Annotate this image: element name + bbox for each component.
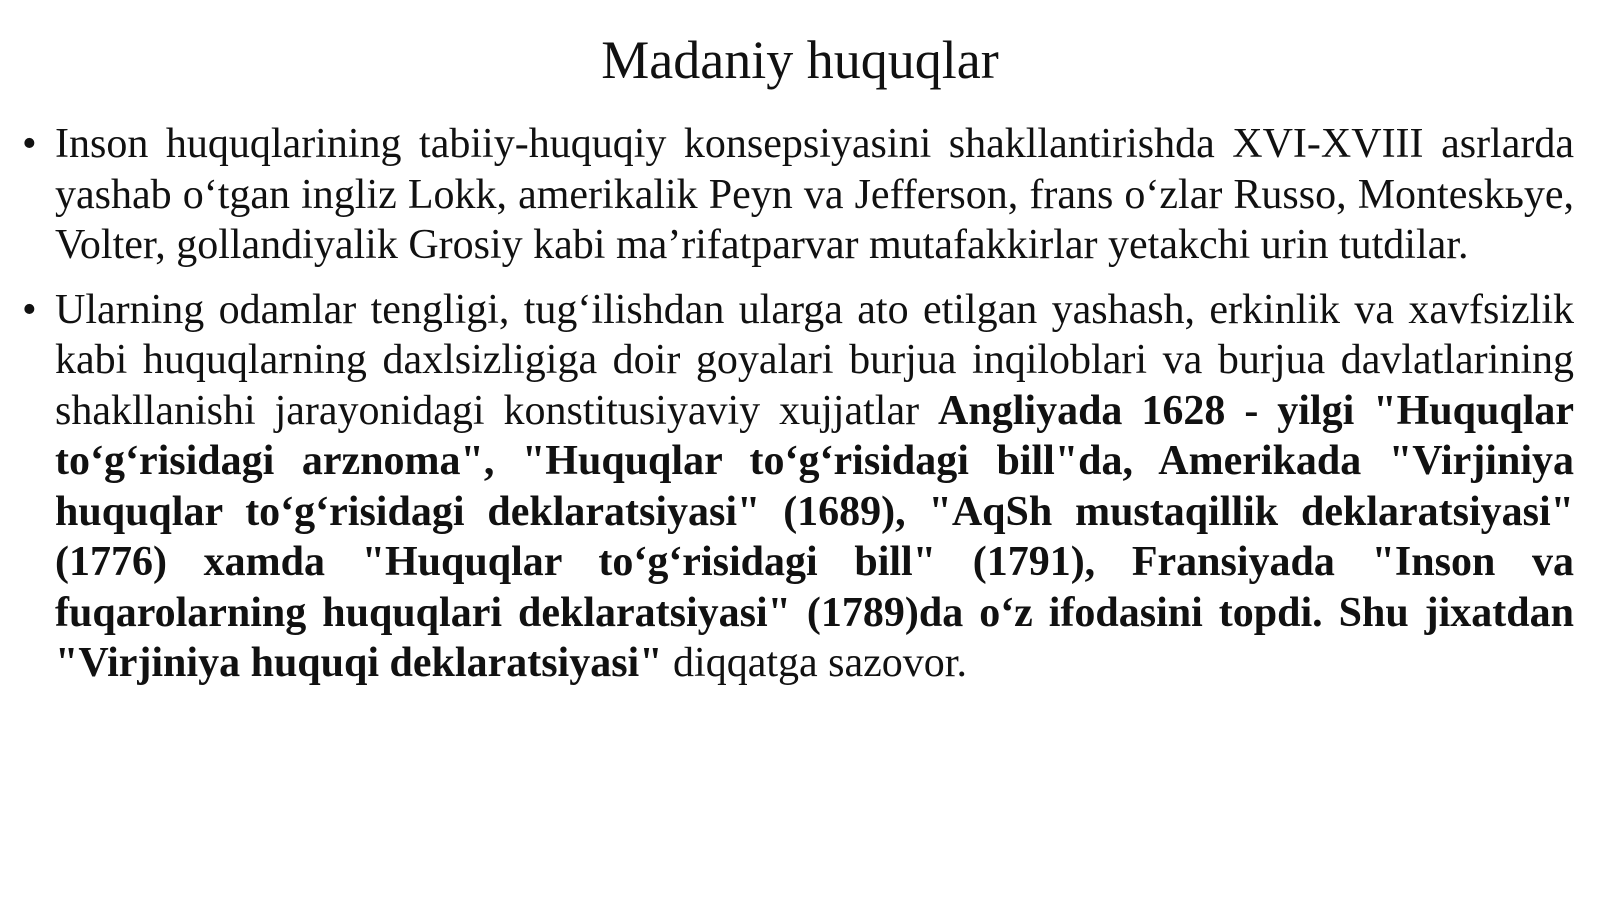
bullet-item-1 (22, 119, 1574, 271)
bullet-text-plain-end: diqqatga sazovor. (662, 640, 967, 686)
bullet-text: Inson huquqlarining tabiiy-huquqiy konsepsiyasini shakllantirishda XVI-XVIII asrlarda yashab o‘tgan ingliz Lokk, amerikalik Peyn va Jefferson, frans o‘zlar Russo, Monteskьye, Volter, gollandiyalik Grosiy kabi ma’rifatparvar mutafakkirlar yetakchi urin tutdilar. (55, 121, 1574, 268)
bullet-list (22, 119, 1575, 703)
bullet-item-2 (22, 285, 1575, 689)
bullet-marker: • (22, 286, 37, 333)
slide-title: Madaniy huquqlar (601, 30, 999, 90)
bullet-text-plain: Ularning odamlar tengligi, tug‘ilishdan ularga ato etilgan yashash, erkinlik va xavfsizlik kabi huquqlarning daxlsizligiga doir goyalari burjua inqiloblari va burjua davlatlarining shakllanishi jarayonidagi konstitusiyaviy xujjatlar (55, 286, 1574, 434)
bullet-marker: • (22, 121, 37, 167)
bullet-text-bold: Angliyada 1628 - yilgi "Huquqlar to‘g‘risidagi arznoma", "Huquqlar to‘g‘risidagi bill"da, Amerikada "Virjiniya huquqlar to‘g‘risidagi deklaratsiyasi" (1689), "AqSh mustaqillik deklaratsiyasi" (1776) xamda "Huquqlar to‘g‘risidagi bill" (1791), Fransiyada "Inson va fuqarolarning huquqlari deklaratsiyasi" (1789)da o‘z ifodasini topdi. Shu jixatdan "Virjiniya huquqi deklaratsiyasi" (55, 387, 1575, 686)
